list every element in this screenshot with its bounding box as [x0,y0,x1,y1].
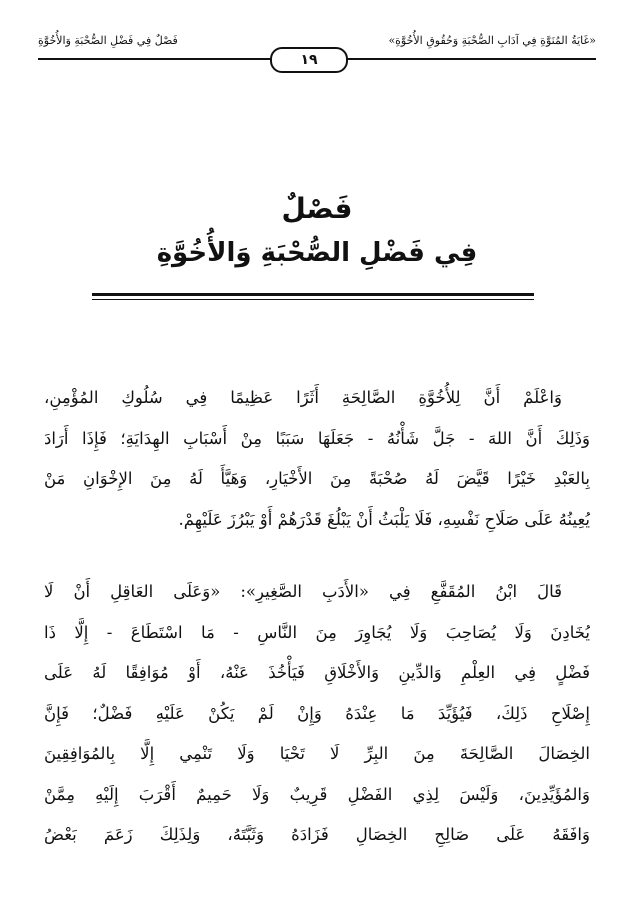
book-title-header: «غَايَةُ المُنَوَّةِ فِي آدَابِ الصُّحْبَةِ وَحُقُوقِ الأُخُوَّةِ» [388,34,596,47]
text-line: وَالمُؤَيِّدِينَ، وَلَيْسَ لِذِي الفَضْلِ قَرِيبٌ وَلَا حَمِيمٌ أَقْرَبَ إِلَيْهِ مِمَّنْ [44,784,590,804]
paragraph-2 [44,572,590,856]
chapter-subtitle: فِي فَضْلِ الصُّحْبَةِ وَالأُخُوَّةِ [156,238,478,268]
text-line: وَاعْلَمْ أَنَّ لِلأُخُوَّةِ الصَّالِحَةِ أَثَرًا عَظِيمًا فِي سُلُوكِ المُؤْمِنِ، [44,388,562,407]
paragraph-1 [44,378,590,540]
text-line: الخِصَالَ الصَّالِحَةَ مِنَ البِرِّ لَا تَحْيَا وَلَا تَنْمِي إِلَّا بِالمُوَافِقِينَ [44,744,590,763]
page-number: ١٩ [270,47,348,73]
text-line: إِصْلَاحِ ذَلِكَ، فَيُؤَيِّدَ مَا عِنْدَهُ وَإِنْ لَمْ يَكُنْ عَلَيْهِ فَضْلٌ؛ فَإِنَّ [44,703,590,723]
text-line: وَذَلِكَ أَنَّ اللهَ - جَلَّ شَأْنُهُ - جَعَلَهَا سَبَبًا مِنْ أَسْبَابِ الهِدَايَةِ؛ فَإِذَا أَرَادَ [44,428,590,448]
text-line: فَضْلٍ فِي العِلْمِ وَالدِّينِ وَالأَخْلَاقِ فَيَأْخُذَ عَنْهُ، أَوْ مُوَافِقًا لَهُ عَلَى [44,663,590,682]
text-line: وَافَقَهُ عَلَى صَالِحِ الخِصَالِ فَزَادَهُ وَثَبَّتَهُ، وَلِذَلِكَ زَعَمَ بَعْضُ [44,825,590,844]
section-title-header: فَصْلٌ فِي فَضْلِ الصُّحْبَةِ وَالأُخُوَّةِ [38,34,178,47]
text-line: بِالعَبْدِ خَيْرًا قَيَّضَ لَهُ صُحْبَةً مِنَ الأَخْيَارِ، وَهَيَّأَ لَهُ مِنَ الإِخْوَانِ مَنْ [44,469,590,488]
title-underline-thin [92,299,534,300]
text-line: يُعِينُهُ عَلَى صَلَاحِ نَفْسِهِ، فَلَا يَلْبَثُ أَنْ يَبْلُغَ قَدْرَهُمْ أَوْ يَبْرُزَ عَلَيْهِمْ. [178,509,590,529]
text-line: قَالَ ابْنُ المُقَفَّعِ فِي «الأَدَبِ الصَّغِيرِ»: «وَعَلَى العَاقِلِ أَنْ لَا [44,582,562,601]
text-line: يُخَادِنَ وَلَا يُصَاحِبَ وَلَا يُجَاوِرَ مِنَ النَّاسِ - مَا اسْتَطَاعَ - إِلَّا ذَا [44,622,590,642]
chapter-title: فَصْلٌ [281,192,353,225]
title-underline [92,293,534,296]
